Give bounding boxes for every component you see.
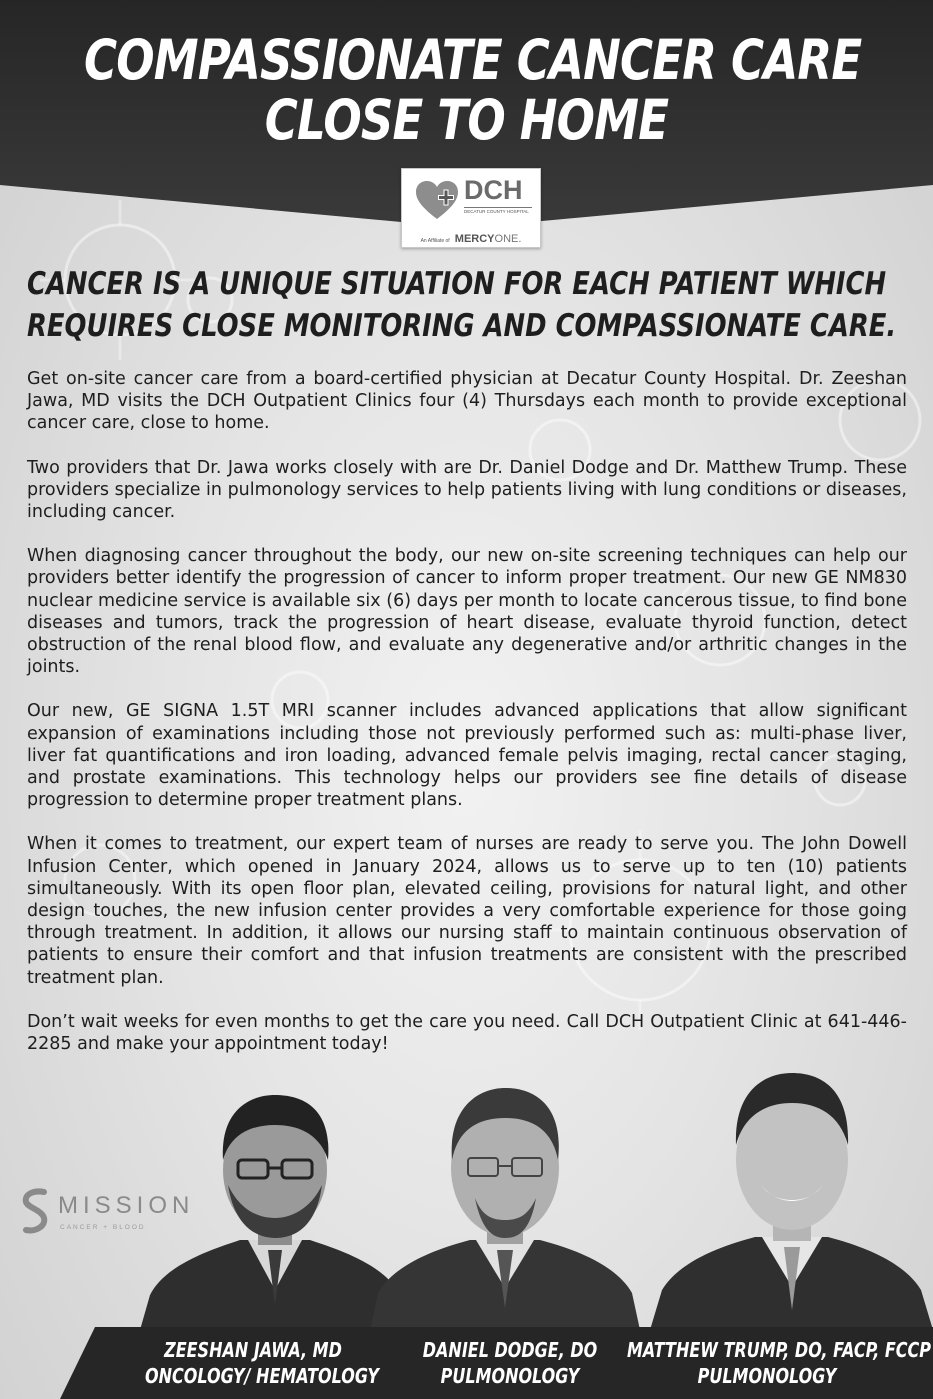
caption-dodge [418,1337,602,1389]
dch-logo-subtitle: DECATUR COUNTY HOSPITAL [464,209,529,214]
paragraph-6: Don’t wait weeks for even months to get the care you need. Call DCH Outpatient Clinic at 641-446-2285 and make your appointment today! [27,1011,907,1055]
affiliation-prefix: An Affiliate of [420,238,450,244]
paragraph-4: Our new, GE SIGNA 1.5T MRI scanner includes advanced applications that allow significant expansion of examinations including those not previously performed such as: multi-phase liver, liver fat quantifications and iron loading, advanced female pelvis imaging, rectal cancer staging, and prostate examinations. This technology helps our providers see fine details of disease progression to determine proper treatment plans. [27,701,907,811]
doctor-name-dodge: DANIEL DODGE, DO [422,1338,598,1362]
one-text: ONE. [494,233,522,245]
heart-cross-icon [414,179,460,221]
subheadline-line-2: REQUIRES CLOSE MONITORING AND COMPASSIONATE CARE. [27,308,897,344]
doctor-name-jawa: ZEESHAN JAWA, MD [164,1338,342,1362]
dch-logo-text: DCH [464,175,523,205]
doctor-specialty-trump: PULMONOLOGY [697,1364,837,1388]
headline [83,28,862,152]
body-copy [27,368,907,1077]
doctor-specialty-dodge: PULMONOLOGY [440,1364,580,1388]
logo-divider [464,207,532,208]
doctor-specialty-jawa: ONCOLOGY/ HEMATOLOGY [145,1364,379,1388]
doctor-name-trump: MATTHEW TRUMP, DO, FACP, FCCP [627,1338,931,1362]
mercy-text: MERCY [454,233,495,245]
mission-wordmark: MISSION [58,1192,195,1219]
mission-tagline: CANCER + BLOOD [60,1224,146,1231]
paragraph-5: When it comes to treatment, our expert team of nurses are ready to serve you. The John Dowell Infusion Center, which opened in January 2024, allows us to serve up to ten (10) patients simultaneously. With its open floor plan, elevated ceiling, provisions for natural light, and other design touches, the new infusion center provides a very comfortable experience for those going through treatment. In addition, it allows our nursing staff to maintain continuous observation of patients to ensure their comfort and that infusion treatments are consistent with the prescribed treatment plan. [27,834,907,988]
mercyone-affiliation [402,227,540,246]
headline-line-2: CLOSE TO HOME [264,88,669,152]
paragraph-3: When diagnosing cancer throughout the body, our new on-site screening techniques can help our providers better identify the progression of cancer to inform proper treatment. Our new GE NM830 nuclear medicine service is available six (6) days per month to locate cancerous tissue, to find bone diseases and tumors, track the progression of heart disease, evaluate thyroid function, detect obstruction of the renal blood flow, and evaluate any degenerative and/or arthritic changes in the joints. [27,546,907,678]
subheadline [27,263,910,347]
subheadline-line-1: CANCER IS A UNIQUE SITUATION FOR EACH PATIENT WHICH [27,266,887,302]
doctor-photo-trump [650,1055,933,1330]
caption-trump [627,1337,931,1389]
paragraph-1: Get on-site cancer care from a board-certified physician at Decatur County Hospital. Dr. Zeeshan Jawa, MD visits the DCH Outpatient Clinics four (4) Thursdays each month to provide exceptional cancer care, close to home. [27,369,907,434]
dch-logo [401,168,541,248]
caption-jawa [145,1337,379,1389]
doctor-photo-dodge [370,1068,640,1330]
mission-s-icon [20,1188,50,1236]
mission-logo [20,1188,195,1240]
paragraph-2: Two providers that Dr. Jawa works closely with are Dr. Daniel Dodge and Dr. Matthew Trump. These providers specialize in pulmonology services to help patients living with lung conditions or diseases, including cancer. [27,457,907,523]
headline-line-1: COMPASSIONATE CANCER CARE [83,28,862,92]
